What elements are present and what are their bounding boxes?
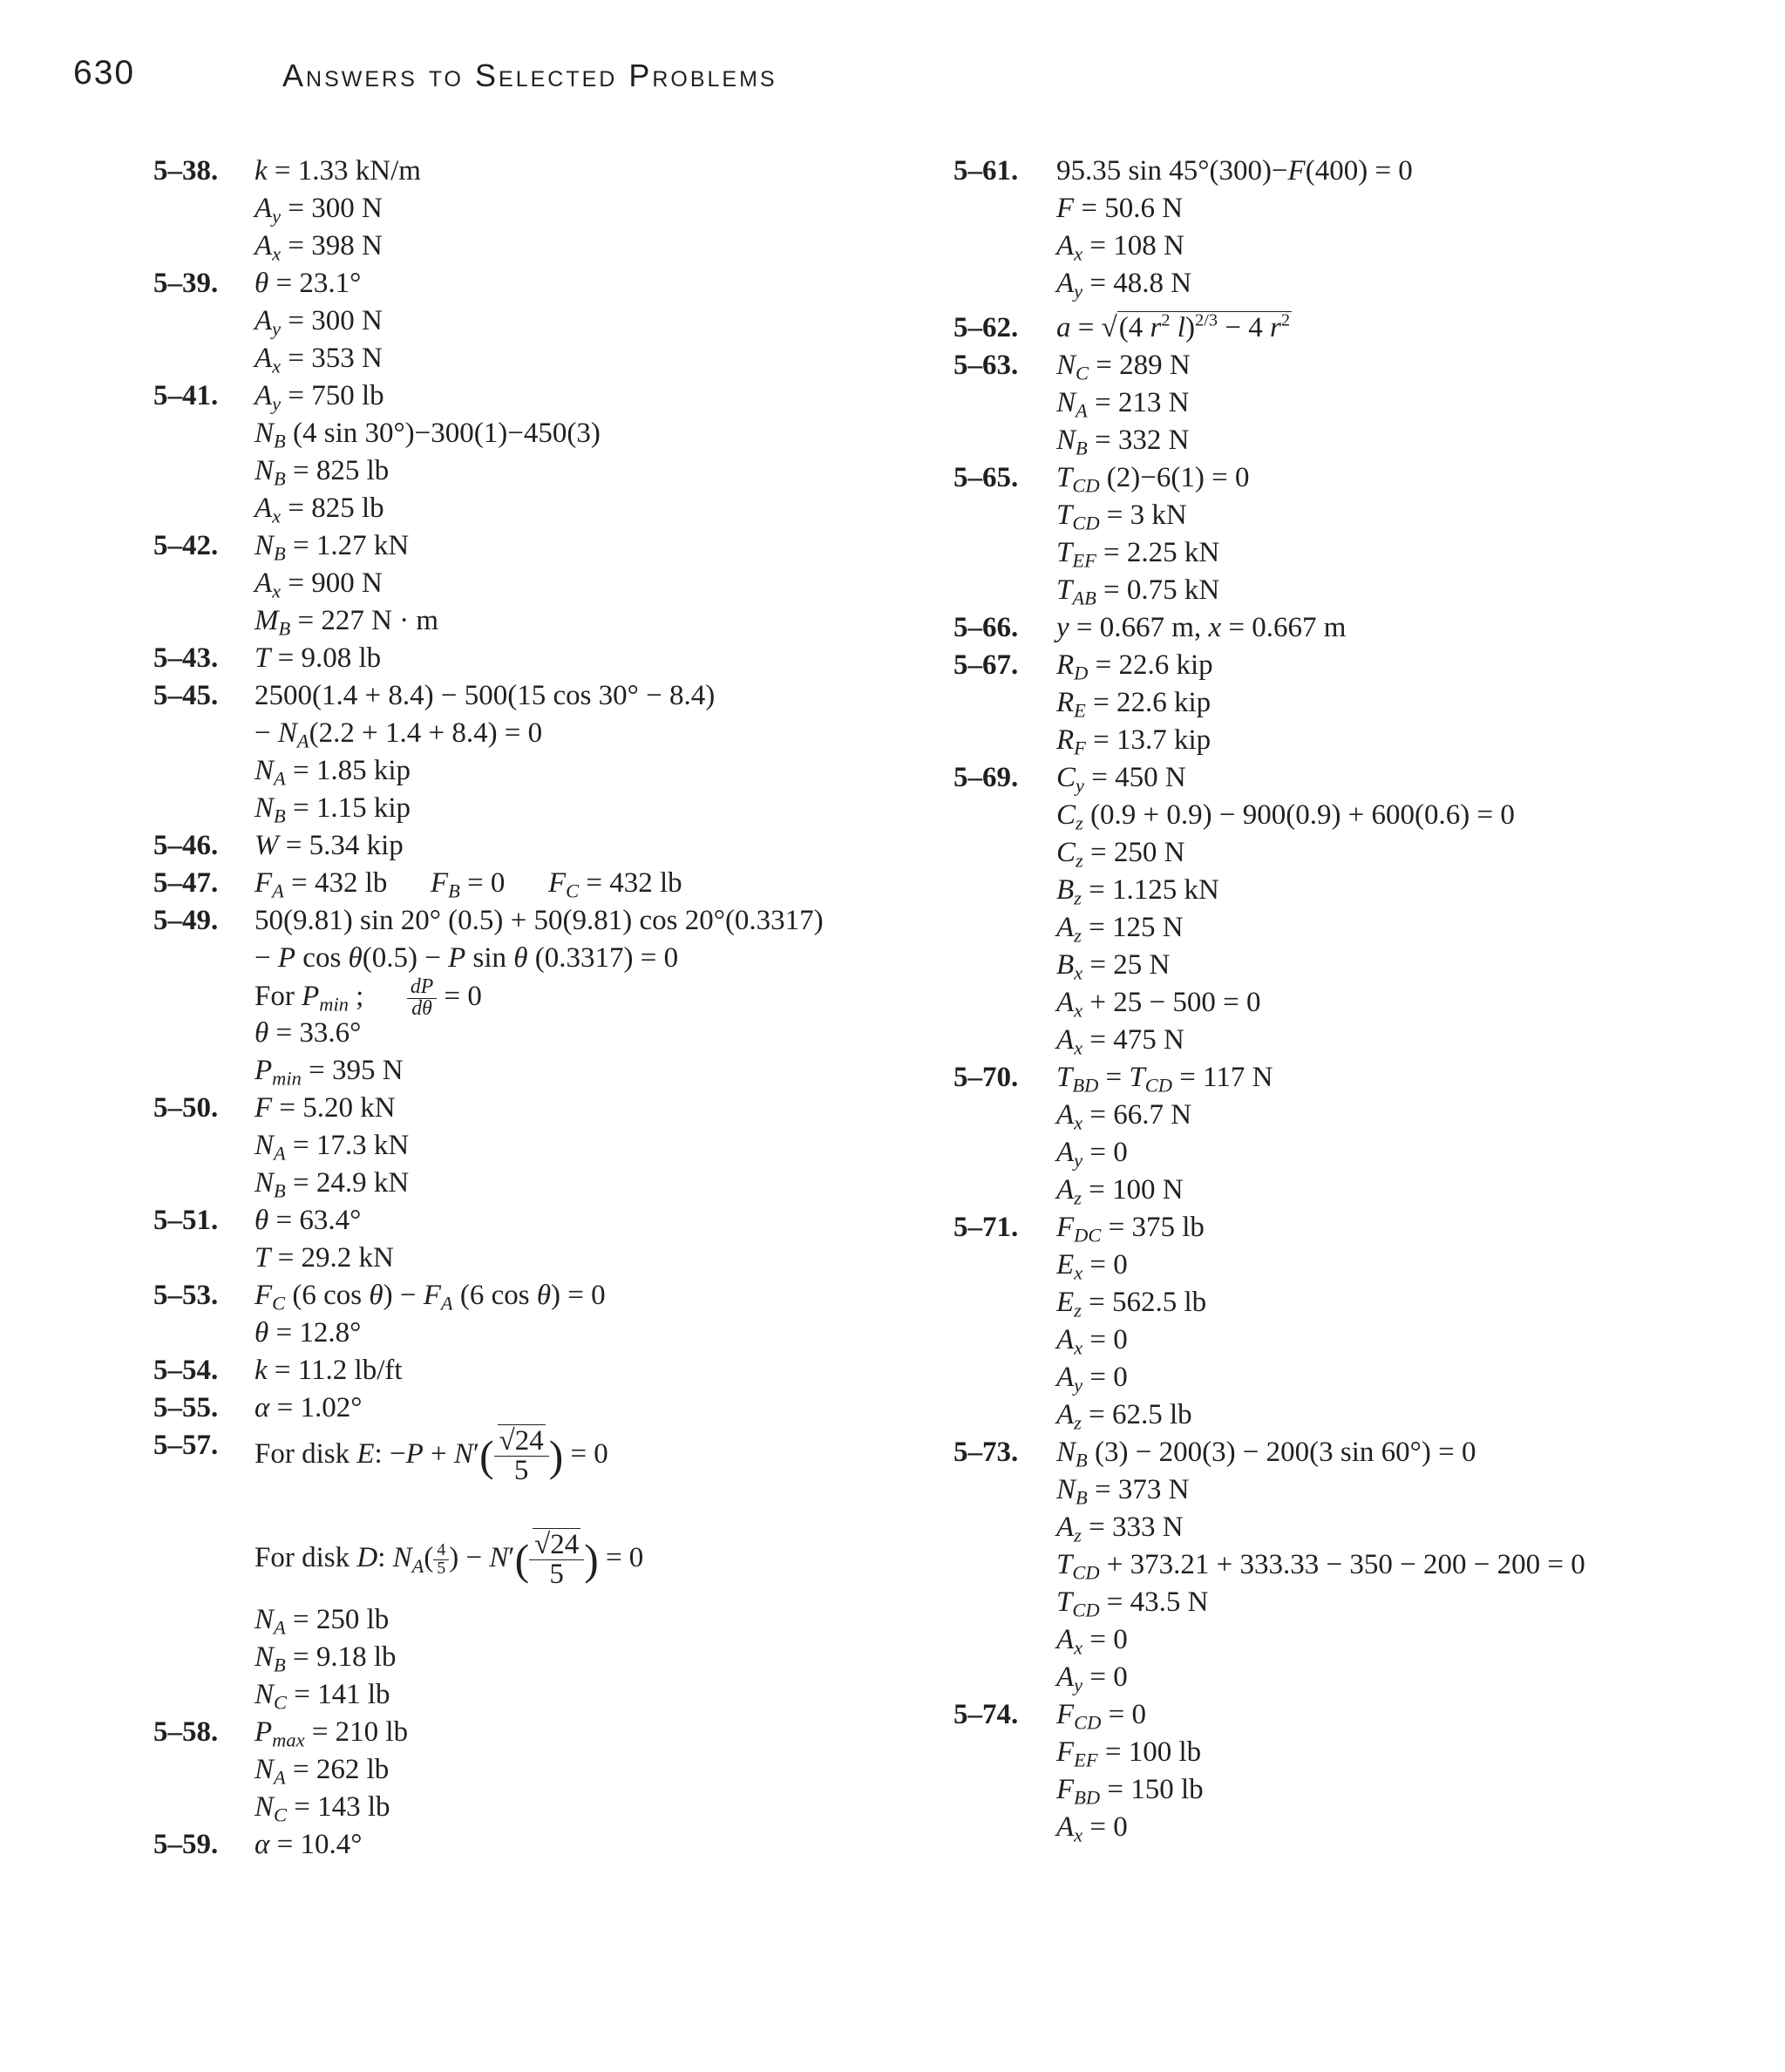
problem-number: 5–42. <box>153 530 219 561</box>
answer-equation: $R_F = 13.7$ kip <box>1056 724 1211 759</box>
answer-equation: $B_z = 1.125$ kN <box>1056 874 1219 909</box>
problem-number: 5–69. <box>954 762 1019 793</box>
problem-number: 5–55. <box>153 1392 219 1423</box>
answer-equation: $T_{BD} = T_{CD} = 117$ N <box>1056 1062 1273 1097</box>
problem-number: 5–41. <box>153 380 219 411</box>
answer-equation: $F_{BD} = 150$ lb <box>1056 1774 1204 1809</box>
answer-equation: $T_{CD} + 373.21 + 333.33 - 350 - 200 - 200 = 0$ <box>1056 1549 1585 1584</box>
answer-equation: α = 1.02° <box>255 1392 363 1423</box>
answer-equation: $A_y = 300$ N <box>255 193 383 228</box>
problem-number: 5–51. <box>153 1205 219 1236</box>
answer-equation: $N_C = 141$ lb <box>255 1679 390 1714</box>
answer-equation: $A_x + 25 - 500 = 0$ <box>1056 987 1261 1022</box>
answer-equation: T = 29.2 kN <box>255 1242 394 1274</box>
answer-equation: $A_x = 108$ N <box>1056 230 1184 265</box>
problem-number: 5–58. <box>153 1716 219 1748</box>
answer-equation: $T_{AB} = 0.75$ kN <box>1056 574 1220 609</box>
problem-number: 5–38. <box>153 155 219 187</box>
problem-number: 5–39. <box>153 268 219 299</box>
answer-equation: $A_x = 0$ <box>1056 1811 1128 1846</box>
answer-equation: $A_y = 0$ <box>1056 1137 1128 1172</box>
problem-number: 5–67. <box>954 649 1019 681</box>
answer-equation: $A_x = 0$ <box>1056 1624 1128 1659</box>
problem-number: 5–53. <box>153 1280 219 1311</box>
answer-equation: $A_y = 48.8$ N <box>1056 268 1192 302</box>
answer-equation: For $P_{min}$ ; $\frac{dP}{d\theta}$ = 0 <box>255 975 482 1020</box>
answer-equation: W = 5.34 kip <box>255 830 404 861</box>
answer-equation: $A_x = 0$ <box>1056 1324 1128 1359</box>
problem-number: 5–45. <box>153 680 219 711</box>
problem-number: 5–50. <box>153 1092 219 1124</box>
problem-number: 5–61. <box>954 155 1019 187</box>
answer-equation: $A_z = 125$ N <box>1056 912 1184 947</box>
answer-equation: $M_B = 227$ N · m <box>255 605 439 640</box>
answer-equation: $A_x = 475$ N <box>1056 1024 1184 1059</box>
answer-equation: $N_B$ (4 sin 30°)−300(1)−450(3) <box>255 418 601 452</box>
answer-equation: $N_B = 332$ N <box>1056 425 1190 459</box>
answer-equation: $N_A = 17.3$ kN <box>255 1130 410 1165</box>
answer-equation: $A_y = 0$ <box>1056 1362 1128 1396</box>
answer-equation: $C_z$ (0.9 + 0.9) − 900(0.9) + 600(0.6) = 0 <box>1056 799 1515 834</box>
answer-equation: $F_A = 432$ lb $F_B = 0$ $F_C = 432$ lb <box>255 867 682 902</box>
problem-number: 5–74. <box>954 1699 1019 1730</box>
answer-equation: $P_{max} = 210$ lb <box>255 1716 409 1751</box>
problem-number: 5–47. <box>153 867 219 899</box>
problem-number: 5–62. <box>954 312 1019 343</box>
answer-equation: $N_C = 289$ N <box>1056 350 1191 384</box>
answer-equation: $F_{DC} = 375$ lb <box>1056 1212 1205 1247</box>
answer-equation: $A_y = 300$ N <box>255 305 383 340</box>
problem-number: 5–49. <box>153 905 219 936</box>
answer-equation: k = 1.33 kN/m <box>255 155 421 187</box>
answer-equation: k = 11.2 lb/ft <box>255 1355 403 1386</box>
answer-equation: $T_{EF} = 2.25$ kN <box>1056 537 1220 572</box>
answer-equation: $E_z = 562.5$ lb <box>1056 1287 1207 1321</box>
answer-equation: $N_A = 262$ lb <box>255 1754 390 1789</box>
answer-equation: α = 10.4° <box>255 1829 363 1860</box>
problem-number: 5–63. <box>954 350 1019 381</box>
answer-equation: $N_B = 825$ lb <box>255 455 390 490</box>
answer-equation: $N_B = 373$ N <box>1056 1474 1190 1509</box>
answer-equation: − P cos θ(0.5) − P sin θ (0.3317) = 0 <box>255 942 679 974</box>
page-number: 630 <box>73 54 136 92</box>
problem-number: 5–59. <box>153 1829 219 1860</box>
answer-equation: $T_{CD} = 3$ kN <box>1056 499 1187 534</box>
answer-equation: $A_x = 398$ N <box>255 230 383 265</box>
answer-equation: F = 50.6 N <box>1056 193 1184 224</box>
answer-equation: 2500(1.4 + 8.4) − 500(15 cos 30° − 8.4) <box>255 680 716 711</box>
answer-equation: $B_x = 25$ N <box>1056 949 1171 984</box>
answer-equation: $N_A = 250$ lb <box>255 1604 390 1639</box>
answer-equation: $F_{CD} = 0$ <box>1056 1699 1146 1734</box>
answer-equation: 95.35 sin 45°(300)−F(400) = 0 <box>1056 155 1413 187</box>
problem-number: 5–65. <box>954 462 1019 493</box>
answer-equation: For disk D: $N_A$( $\frac{4}{5}$ ) − N′( $\frac{√24}{5}$ ) = 0 <box>255 1529 644 1590</box>
answer-equation: $N_B = 1.27$ kN <box>255 530 410 565</box>
answer-equation: θ = 12.8° <box>255 1317 362 1348</box>
problem-number: 5–71. <box>954 1212 1019 1243</box>
answer-equation: $T_{CD} = 43.5$ N <box>1056 1586 1209 1621</box>
answer-equation: $P_{min} = 395$ N <box>255 1055 404 1090</box>
answer-equation: $A_z = 62.5$ lb <box>1056 1399 1192 1434</box>
answer-equation: $N_A = 1.85$ kip <box>255 755 411 790</box>
answer-equation: For disk E: −P + N′( $\frac{√24}{5}$ ) = 0 <box>255 1425 608 1486</box>
running-title: Answers to Selected Problems <box>282 58 777 93</box>
answer-equation: $F_{EF} = 100$ lb <box>1056 1736 1202 1771</box>
answer-equation: $N_B$ (3) − 200(3) − 200(3 sin 60°) = 0 <box>1056 1437 1476 1471</box>
answer-equation: T = 9.08 lb <box>255 642 382 674</box>
answer-equation: $N_C = 143$ lb <box>255 1791 390 1826</box>
answer-equation: $A_x = 353$ N <box>255 343 383 377</box>
problem-number: 5–46. <box>153 830 219 861</box>
answer-equation: F = 5.20 kN <box>255 1092 396 1124</box>
answer-equation: $C_y = 450$ N <box>1056 762 1186 797</box>
answer-equation: $A_y = 750$ lb <box>255 380 384 415</box>
answer-equation: $A_z = 333$ N <box>1056 1512 1184 1546</box>
answer-equation: a = √(4 $r^2$ l)$^{2/3}$ − 4 $r^2$ <box>1056 310 1291 343</box>
problem-number: 5–70. <box>954 1062 1019 1093</box>
answer-equation: $A_x = 900$ N <box>255 567 383 602</box>
problem-number: 5–43. <box>153 642 219 674</box>
answer-equation: $A_y = 0$ <box>1056 1661 1128 1696</box>
problem-number: 5–73. <box>954 1437 1019 1468</box>
answer-equation: θ = 33.6° <box>255 1017 362 1049</box>
answer-equation: $R_E = 22.6$ kip <box>1056 687 1211 722</box>
problem-number: 5–66. <box>954 612 1019 643</box>
answer-equation: 50(9.81) sin 20° (0.5) + 50(9.81) cos 20°(0.3317) <box>255 905 824 936</box>
answer-equation: $N_B = 24.9$ kN <box>255 1167 410 1202</box>
answer-equation: $F_C$ (6 $\cos \theta) - F_A$ (6 cos θ) = 0 <box>255 1280 606 1315</box>
answer-equation: $R_D = 22.6$ kip <box>1056 649 1213 684</box>
problem-number: 5–57. <box>153 1430 219 1461</box>
answer-equation: θ = 23.1° <box>255 268 362 299</box>
answer-equation: y = 0.667 m, x = 0.667 m <box>1056 612 1347 643</box>
answer-equation: − $N_A(2.2 + 1.4 + 8.4) = 0$ <box>255 717 543 752</box>
answer-equation: $N_B = 1.15$ kip <box>255 792 411 827</box>
answer-equation: θ = 63.4° <box>255 1205 362 1236</box>
answer-equation: $C_z = 250$ N <box>1056 837 1185 872</box>
answer-equation: $T_{CD}$ (2)−6(1) = 0 <box>1056 462 1250 497</box>
answer-equation: $E_x = 0$ <box>1056 1249 1128 1284</box>
answer-equation: $N_B = 9.18$ lb <box>255 1641 397 1676</box>
answer-equation: $N_A = 213$ N <box>1056 387 1190 422</box>
answer-equation: $A_x = 825$ lb <box>255 493 384 527</box>
answer-equation: $A_x = 66.7$ N <box>1056 1099 1192 1134</box>
problem-number: 5–54. <box>153 1355 219 1386</box>
answer-equation: $A_z = 100$ N <box>1056 1174 1184 1209</box>
